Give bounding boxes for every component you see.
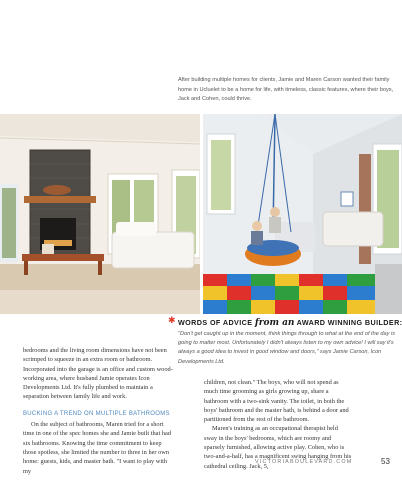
advice-callout: [168, 314, 400, 372]
article-column-left: [23, 346, 173, 476]
bedroom-swing-photo: [203, 114, 402, 314]
article-column-right: [204, 378, 352, 471]
advice-title-prefix: WORDS OF ADVICE: [178, 318, 253, 327]
advice-title: [178, 318, 400, 328]
asterisk-icon: ✱: [168, 316, 176, 326]
living-room-photo: [0, 114, 200, 314]
body-paragraph: Maren's training as an occupational therapist held sway in the boys' bedrooms, which are roomy and sparsely furnished, allowing active play. Cohen, who is two-and-a-half, has a magnificent swing hanging from his cathedral ceiling. Jack, 5,: [204, 425, 352, 470]
advice-title-script: from an: [254, 318, 295, 328]
footer-site: VICTORIABOULEVARD.COM: [255, 459, 353, 465]
intro-text: After building multiple homes for clients, Jamie and Maren Carson wanted their family home in Ucluelet to be a home for life, with timeless, classic features, where their boys, Jack and Cohen, could thrive.: [178, 77, 394, 103]
body-paragraph: children, not clean." The boys, who will not spend as much time grooming as girls growing up, share a bathroom with a two-sink vanity. The toilet, in both the boys' bathroom and the master bath, is behind a door and partitioned from the rest of the bathroom.: [204, 379, 349, 424]
body-paragraph: On the subject of bathrooms, Maren tried for a short time in one of the spec homes she and Jamie built that had six bathrooms. Knowing the time commitment to keep those spotless, she limited the number to three in her own home: guests, kids, and master bath. "I want to play with my: [23, 421, 171, 475]
advice-title-suffix: AWARD WINNING BUILDER:: [296, 318, 402, 327]
body-paragraph: bedrooms and the living room dimensions have not been scrimped to squeeze in an extra room or bathroom. Incorporated into the garage is an office and custom wood-working area, where husband Jamie operates Icon Developments Ltd. It's fully plumbed to maintain a separation between family life and work.: [23, 347, 173, 401]
section-subhead: BUCKING A TREND ON MULTIPLE BATHROOMS: [23, 410, 170, 417]
page-number: 53: [381, 457, 390, 466]
advice-quote: "Don't get caught up in the moment, think things through to what at the end of the day is going to matter most. Unfortunately I didn't always listen to my own advice! I will say it's always a good idea to invest in good window and doors," says Jamie Carson, Icon Developments Ltd.: [178, 331, 395, 365]
